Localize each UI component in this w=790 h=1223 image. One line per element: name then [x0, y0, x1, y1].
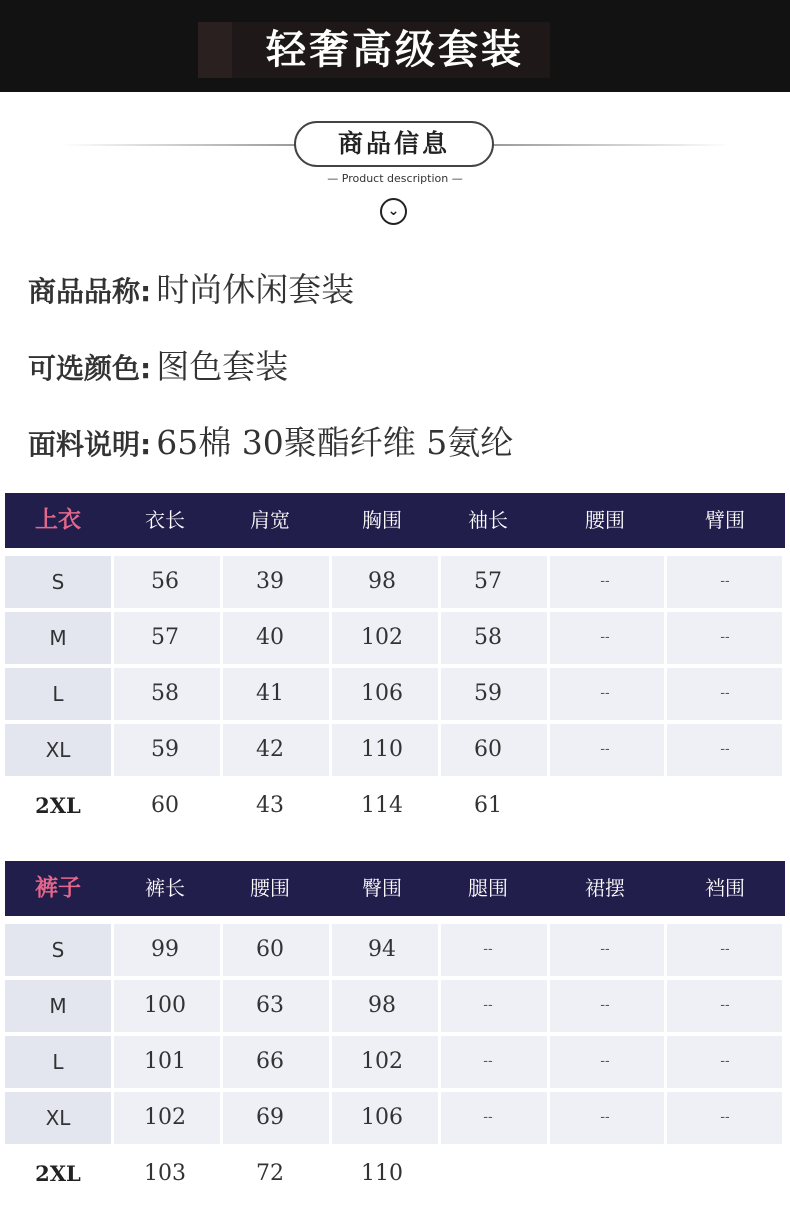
- column-header: 胸围: [362, 508, 402, 532]
- column-header: 臂围: [705, 508, 745, 532]
- size-label-m: M: [49, 626, 67, 650]
- column-header: 肩宽: [250, 508, 290, 532]
- column-header: 腿围: [468, 876, 508, 900]
- table-cell: 58: [151, 681, 179, 706]
- table-cell: 60: [474, 737, 502, 762]
- table-cell: 106: [361, 1105, 403, 1130]
- table-cell: 72: [256, 1161, 284, 1186]
- title-banner: [0, 0, 790, 92]
- size-label-2xl: 2XL: [35, 1161, 81, 1186]
- table-cell: --: [720, 742, 730, 757]
- table-cell: 102: [361, 625, 403, 650]
- divider-left: [62, 144, 296, 146]
- table-cell: 61: [474, 793, 502, 818]
- table-cell: 40: [256, 625, 284, 650]
- table-cell: --: [600, 998, 610, 1013]
- info-label: 商品品称:: [28, 275, 152, 308]
- table-cell: --: [600, 742, 610, 757]
- table-cell: --: [600, 1054, 610, 1069]
- column-header: 裤长: [145, 876, 185, 900]
- table-cell: --: [720, 1110, 730, 1125]
- table-cell: --: [600, 1110, 610, 1125]
- table-cell: --: [720, 942, 730, 957]
- column-header: 袖长: [468, 508, 508, 532]
- info-value: 时尚休闲套装: [156, 270, 355, 309]
- size-label-xl: XL: [45, 1106, 71, 1130]
- size-label-l: L: [52, 682, 64, 706]
- table-cell: --: [600, 574, 610, 589]
- table-cell: 56: [151, 569, 179, 594]
- pants-size-table-header: [5, 861, 785, 916]
- size-label-xl: XL: [45, 738, 71, 762]
- table-cell: --: [483, 998, 493, 1013]
- table-cell: 59: [474, 681, 502, 706]
- page-title: 轻奢高级套装: [266, 27, 524, 73]
- table-cell: --: [720, 1054, 730, 1069]
- table-cell: 98: [368, 569, 396, 594]
- size-label-m: M: [49, 994, 67, 1018]
- section-title-pill: 商品信息: [294, 121, 494, 167]
- table-cell: 94: [368, 937, 396, 962]
- info-value: 图色套装: [156, 347, 289, 386]
- table-cell: 110: [361, 1161, 403, 1186]
- table-cell: 60: [151, 793, 179, 818]
- table-cell: 101: [144, 1049, 186, 1074]
- table-cell: 57: [474, 569, 502, 594]
- table-cell: --: [483, 942, 493, 957]
- info-label: 面料说明:: [28, 428, 152, 461]
- info-row-fabric: [28, 421, 513, 465]
- table-cell: 42: [256, 737, 284, 762]
- table-cell: --: [483, 1110, 493, 1125]
- table-cell: 100: [144, 993, 186, 1018]
- column-header: 裙摆: [585, 876, 625, 900]
- info-label: 可选颜色:: [28, 352, 152, 385]
- table-cell: 39: [256, 569, 284, 594]
- table-cell: --: [720, 998, 730, 1013]
- column-header: 腰围: [250, 876, 290, 900]
- table-cell: 59: [151, 737, 179, 762]
- table-cell: 114: [361, 793, 403, 818]
- info-row-name: [28, 268, 354, 312]
- column-header: 腰围: [585, 508, 625, 532]
- table-cell: 102: [144, 1105, 186, 1130]
- table-cell: 69: [256, 1105, 284, 1130]
- table-cell: --: [600, 942, 610, 957]
- table-cell: --: [600, 630, 610, 645]
- table-cell: --: [483, 1054, 493, 1069]
- table-cell: 102: [361, 1049, 403, 1074]
- top-size-table-header: [5, 493, 785, 548]
- divider-right: [492, 144, 730, 146]
- table-cell: 58: [474, 625, 502, 650]
- column-header: 臀围: [362, 876, 402, 900]
- table-cell: 103: [144, 1161, 186, 1186]
- table-cell: --: [720, 630, 730, 645]
- chevron-down-circle-icon: ⌄: [380, 198, 407, 225]
- table-cell: 66: [256, 1049, 284, 1074]
- info-value: 65棉 30聚酯纤维 5氨纶: [156, 423, 514, 462]
- size-label-s: S: [51, 938, 65, 962]
- size-label-s: S: [51, 570, 65, 594]
- column-header: 裆围: [705, 876, 745, 900]
- size-label-2xl: 2XL: [35, 793, 81, 818]
- section-subtitle: — Product description —: [327, 172, 463, 185]
- table-category-label: 上衣: [35, 507, 81, 533]
- table-cell: 60: [256, 937, 284, 962]
- table-cell: 98: [368, 993, 396, 1018]
- table-cell: 43: [256, 793, 284, 818]
- table-cell: --: [720, 686, 730, 701]
- table-cell: 99: [151, 937, 179, 962]
- info-row-color: [28, 345, 288, 389]
- table-cell: 41: [256, 681, 284, 706]
- table-cell: --: [720, 574, 730, 589]
- table-cell: --: [600, 686, 610, 701]
- table-cell: 106: [361, 681, 403, 706]
- table-cell: 57: [151, 625, 179, 650]
- table-category-label: 裤子: [35, 875, 81, 901]
- table-cell: 63: [256, 993, 284, 1018]
- column-header: 衣长: [145, 508, 185, 532]
- size-label-l: L: [52, 1050, 64, 1074]
- table-cell: 110: [361, 737, 403, 762]
